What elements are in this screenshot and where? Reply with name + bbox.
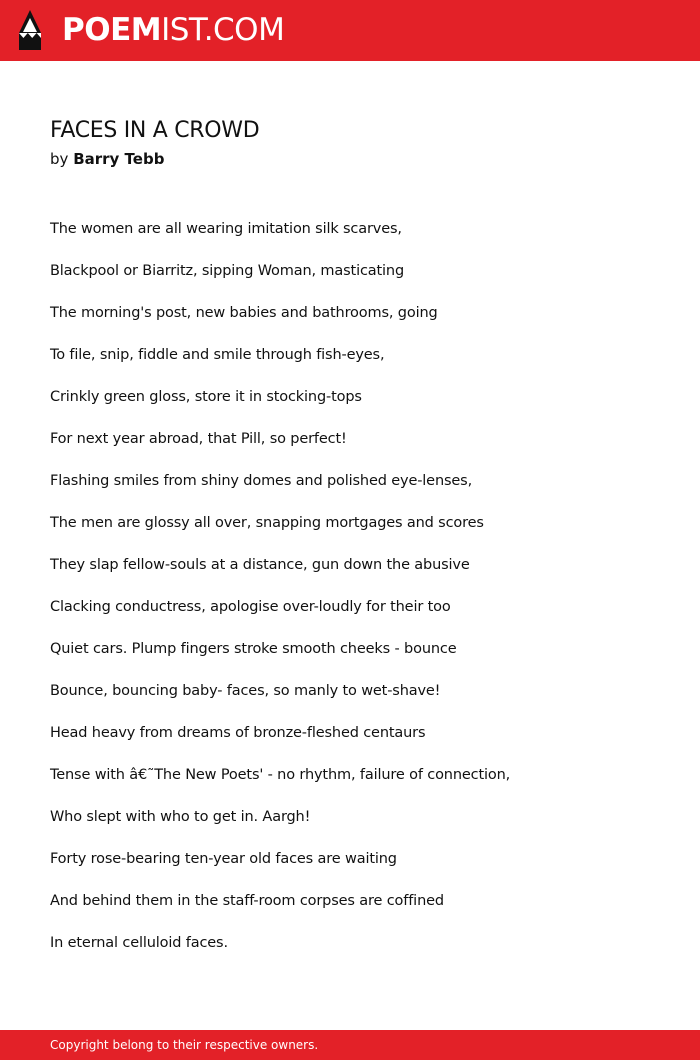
- byline: [50, 149, 164, 169]
- poem-title: FACES IN A CROWD: [50, 118, 260, 143]
- poem-line: Who slept with who to get in. Aargh!: [50, 809, 311, 825]
- pencil-logo-icon[interactable]: [17, 10, 43, 50]
- poem-body: [50, 219, 510, 975]
- site-footer: [0, 1030, 700, 1060]
- poem-line: In eternal celluloid faces.: [50, 935, 228, 951]
- by-label: by: [50, 150, 69, 168]
- site-logo[interactable]: [62, 12, 284, 48]
- poem-line: The men are glossy all over, snapping mortgages and scores: [50, 515, 484, 531]
- logo-text-light: IST.COM: [161, 12, 285, 48]
- poem-line: Crinkly green gloss, store it in stocking-tops: [50, 389, 362, 405]
- poem-line: Bounce, bouncing baby- faces, so manly to wet-shave!: [50, 683, 441, 699]
- poem-line: Tense with â€˜The New Poets' - no rhythm, failure of connection,: [50, 767, 511, 783]
- poem-line: They slap fellow-souls at a distance, gun down the abusive: [50, 557, 470, 573]
- poem-line: Blackpool or Biarritz, sipping Woman, masticating: [50, 263, 405, 279]
- copyright-text: Copyright belong to their respective owners.: [50, 1038, 319, 1052]
- poem-line: Head heavy from dreams of bronze-fleshed centaurs: [50, 725, 426, 741]
- poem-line: The women are all wearing imitation silk scarves,: [50, 221, 402, 237]
- site-header: [0, 0, 700, 61]
- poem-line: Flashing smiles from shiny domes and polished eye-lenses,: [50, 473, 473, 489]
- poem-author: Barry Tebb: [73, 150, 165, 168]
- poem-line: Clacking conductress, apologise over-loudly for their too: [50, 599, 451, 615]
- logo-text-bold: POEM: [62, 12, 162, 48]
- poem-line: Forty rose-bearing ten-year old faces are waiting: [50, 851, 397, 867]
- poem-line: Quiet cars. Plump fingers stroke smooth cheeks - bounce: [50, 641, 457, 657]
- poem-line: To file, snip, fiddle and smile through fish-eyes,: [50, 347, 385, 363]
- poem-line: The morning's post, new babies and bathrooms, going: [50, 305, 438, 321]
- poem-line: And behind them in the staff-room corpses are coffined: [50, 893, 444, 909]
- poem-line: For next year abroad, that Pill, so perfect!: [50, 431, 347, 447]
